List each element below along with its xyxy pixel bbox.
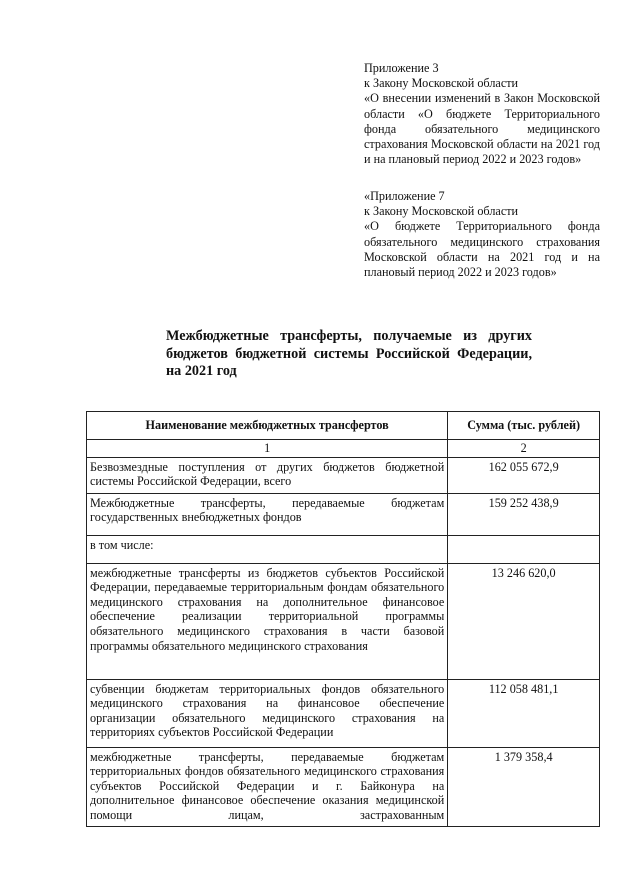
row-value: 1 379 358,4 — [448, 747, 600, 826]
table-row — [87, 493, 600, 535]
column-number-2: 2 — [448, 440, 600, 458]
row-name: в том числе: — [87, 535, 448, 563]
column-number-row — [87, 440, 600, 458]
row-name: межбюджетные трансферты из бюджетов субъектов Российской Федерации, передаваемые территориальным фондам обязательного медицинского страхования на дополнительное финансовое обеспечение реализации территориальной программы обязательного медицинского страхования в части базовой программы обязательного медицинского страхования — [87, 563, 448, 679]
appendix-7-law-title: «О бюджете Территориального фонда обязательного медицинского страхования Московской области на 2021 год и на плановый период 2022 и 2023 годов» — [364, 219, 600, 280]
table-row — [87, 563, 600, 679]
row-value: 159 252 438,9 — [448, 493, 600, 535]
column-number-1: 1 — [87, 440, 448, 458]
row-name: субвенции бюджетам территориальных фондов обязательного медицинского страхования на финансовое обеспечение организации обязательного медицинского страхования на территориях субъектов Российской Федерации — [87, 679, 448, 747]
row-name: Межбюджетные трансферты, передаваемые бюджетам государственных внебюджетных фондов — [87, 493, 448, 535]
transfers-table — [86, 411, 600, 827]
row-name: межбюджетные трансферты, передаваемые бюджетам территориальных фондов обязательного медицинского страхования субъектов Российской Федерации и г. Байконура на дополнительное финансовое обеспечение оказания медицинской помощи лицам, застрахованным — [87, 747, 448, 826]
table-row — [87, 679, 600, 747]
table-row — [87, 747, 600, 826]
appendix-3-law-title: «О внесении изменений в Закон Московской области «О бюджете Территориального фонда обязательного медицинского страхования Московской области на 2021 год и на плановый период 2022 и 2023 годов» — [364, 91, 600, 167]
appendix-7-number: «Приложение 7 — [364, 189, 445, 203]
row-value: 112 058 481,1 — [448, 679, 600, 747]
table-header-row — [87, 412, 600, 440]
header-amount: Сумма (тыс. рублей) — [448, 412, 600, 440]
appendix-3-number: Приложение 3 — [364, 61, 439, 75]
table-row — [87, 457, 600, 493]
appendix-7-header — [364, 189, 600, 280]
appendix-3-law-ref: к Закону Московской области — [364, 76, 519, 91]
row-value — [448, 535, 600, 563]
appendix-7-law-ref: к Закону Московской области — [364, 204, 519, 219]
header-name: Наименование межбюджетных трансфертов — [87, 412, 448, 440]
row-name: Безвозмездные поступления от других бюджетов бюджетной системы Российской Федерации, всего — [87, 457, 448, 493]
appendix-3-header — [364, 61, 600, 167]
row-value: 13 246 620,0 — [448, 563, 600, 679]
row-value: 162 055 672,9 — [448, 457, 600, 493]
document-title: Межбюджетные трансферты, получаемые из других бюджетов бюджетной системы Российской Федерации, на 2021 год — [166, 328, 532, 379]
table-row — [87, 535, 600, 563]
